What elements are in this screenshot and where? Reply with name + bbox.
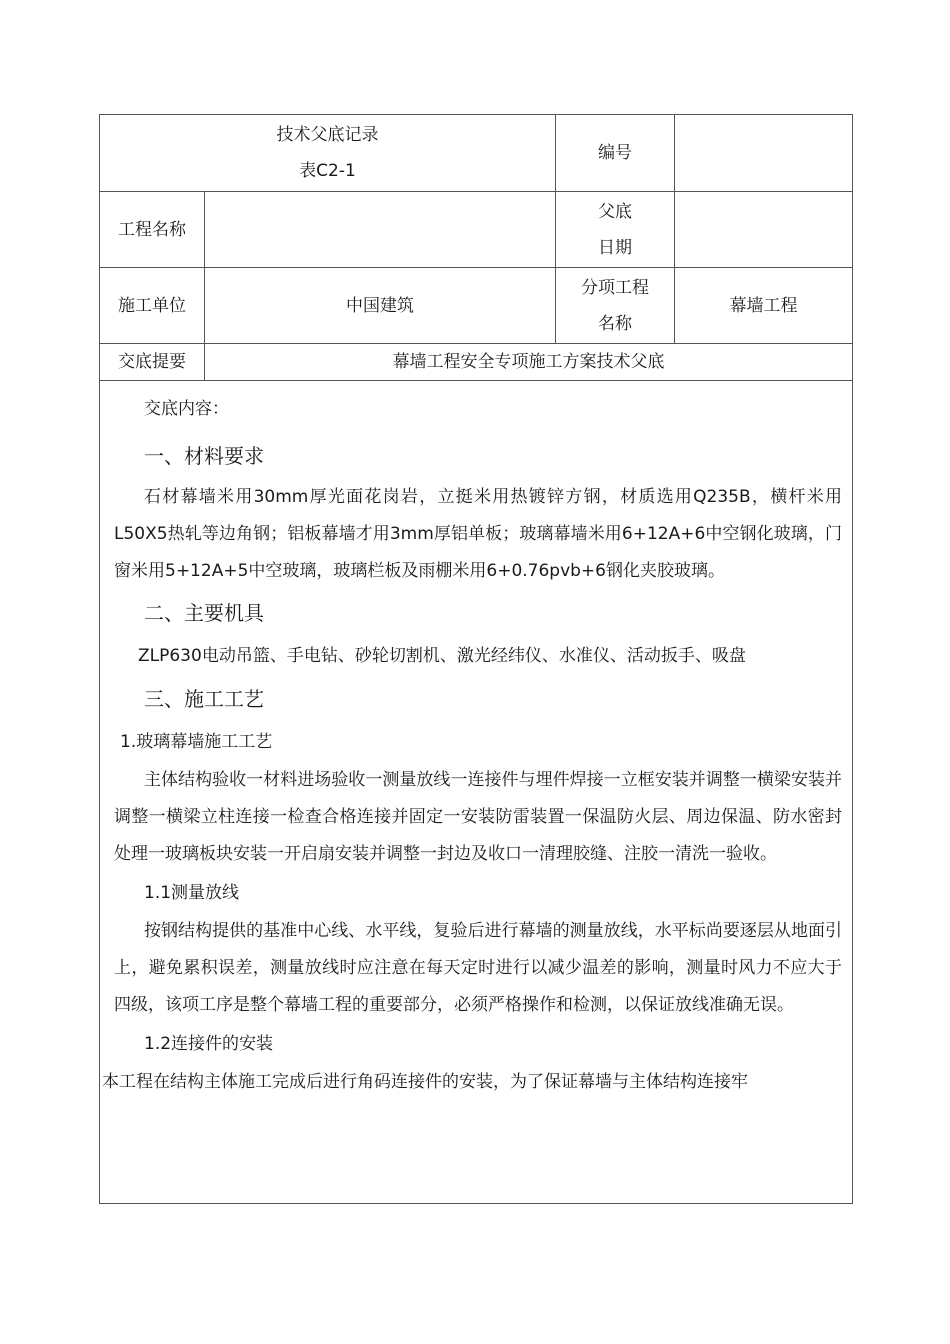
content-lead: 交底内容： <box>144 399 229 419</box>
summary-value: 幕墙工程安全专项施工方案技术父底 <box>392 352 665 372</box>
summary-row <box>100 344 853 381</box>
section-equipment-title: 二、主要机具 <box>144 601 264 625</box>
glass-curtain-wall-title: 1.玻璃幕墙施工工艺 <box>120 732 273 752</box>
glass-curtain-wall-text: 主体结构验收一材料进场验收一测量放线一连接件与埋件焊接一立框安装并调整一横梁安装并调整一横梁立柱连接一检查合格连接并固定一安装防雷装置一保温防火层、周边保温、防水密封处理一玻璃板块安装一开启扇安装并调整一封边及收口一清理胶缝、注胶一清洗一验收。 <box>114 770 842 864</box>
subproject-label-cell <box>556 268 675 344</box>
project-row <box>100 192 853 268</box>
survey-text: 按钢结构提供的基准中心线、水平线，复验后进行幕墙的测量放线，水平标尚要逐层从地面引上，避免累积误差，测量放线时应注意在每天定时进行以减少温差的影响，测量时风力不应大于四级，该项工序是整个幕墙工程的重要部分，必须严格操作和检测，以保证放线准确无误。 <box>114 921 842 1015</box>
connector-text: 本工程在结构主体施工完成后进行角码连接件的安装，为了保证幕墙与主体结构连接牢 <box>102 1072 748 1092</box>
subproject-value-cell <box>675 268 853 344</box>
project-label-cell <box>100 192 205 268</box>
date-label-line1: 父底 <box>598 201 632 222</box>
form-number: 表C2-1 <box>299 161 356 181</box>
summary-value-cell <box>205 344 853 381</box>
number-value-cell <box>675 115 853 192</box>
summary-label: 交底提要 <box>118 352 186 372</box>
subproject-label-line1: 分项工程 <box>581 277 649 298</box>
section-process-title: 三、施工工艺 <box>144 687 264 711</box>
document-title: 技术父底记录 <box>276 125 379 145</box>
project-value-cell <box>205 192 556 268</box>
number-label: 编号 <box>598 143 632 163</box>
content-cell <box>100 381 853 1204</box>
content-row <box>100 381 853 1204</box>
subproject-value: 幕墙工程 <box>729 295 798 316</box>
summary-label-cell <box>100 344 205 381</box>
date-label-cell <box>556 192 675 268</box>
construction-unit-value: 中国建筑 <box>346 295 414 316</box>
survey-title: 1.1测量放线 <box>144 883 240 903</box>
section-materials-text: 石材幕墙米用30mm厚光面花岗岩，立挺米用热镀锌方钢，材质选用Q235B，横杆米用L50X5热轧等边角钢；铝板幕墙才用3mm厚铝单板；玻璃幕墙米用6+12A+6中空钢化玻璃，门窗米用5+12A+5中空玻璃，玻璃栏板及雨棚米用6+0.76pvb+6钢化夹胶玻璃。 <box>114 487 842 581</box>
section-equipment-text: ZLP630电动吊篮、手电钻、砂轮切割机、激光经纬仪、水准仪、活动扳手、吸盘 <box>138 646 746 666</box>
title-cell <box>100 115 556 192</box>
subproject-label-line2: 名称 <box>598 313 632 334</box>
unit-row <box>100 268 853 344</box>
unit-label-cell <box>100 268 205 344</box>
disclosure-content <box>100 381 852 1101</box>
section-materials-title: 一、材料要求 <box>144 444 264 468</box>
construction-unit-label: 施工单位 <box>118 295 186 316</box>
tech-disclosure-table <box>99 114 853 1204</box>
unit-value-cell <box>205 268 556 344</box>
date-value-cell <box>675 192 853 268</box>
project-name-label: 工程名称 <box>118 219 186 240</box>
connector-title: 1.2连接件的安装 <box>144 1034 274 1054</box>
number-label-cell <box>556 115 675 192</box>
date-label-line2: 日期 <box>598 237 632 258</box>
header-row <box>100 115 853 192</box>
